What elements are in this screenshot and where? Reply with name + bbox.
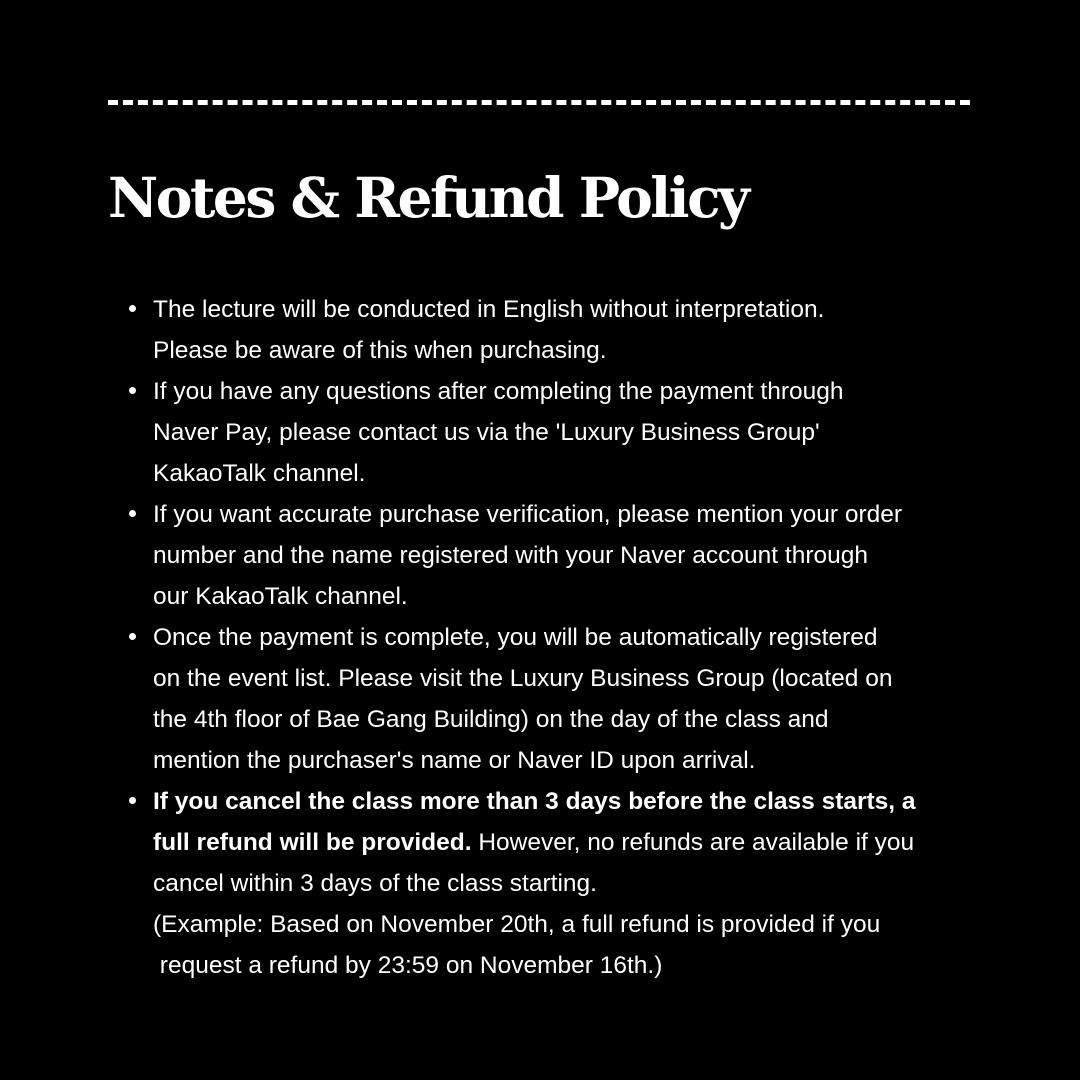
note-line: Naver Pay, please contact us via the 'Luxury Business Group' [153, 419, 820, 446]
note-refund-policy [153, 781, 1003, 986]
note-language [153, 289, 1003, 371]
note-line [153, 822, 1003, 863]
note-line: number and the name registered with your Naver account through [153, 542, 868, 569]
refund-example-line: (Example: Based on November 20th, a full refund is provided if you [153, 911, 881, 938]
note-line: our KakaoTalk channel. [153, 583, 408, 610]
dashed-divider [108, 100, 970, 105]
bullet-icon [129, 387, 136, 394]
note-line: The lecture will be conducted in English without interpretation. [153, 296, 825, 323]
bullet-icon [129, 305, 136, 312]
refund-bold-line: If you cancel the class more than 3 days before the class starts, a [153, 788, 916, 815]
note-line: Once the payment is complete, you will be automatically registered [153, 624, 878, 651]
note-line: KakaoTalk channel. [153, 460, 366, 487]
refund-regular-text: However, no refunds are available if you [471, 829, 915, 856]
note-questions [153, 371, 1003, 494]
note-line: Please be aware of this when purchasing. [153, 337, 607, 364]
note-line: mention the purchaser's name or Naver ID upon arrival. [153, 747, 756, 774]
bullet-icon [129, 510, 136, 517]
bullet-icon [129, 797, 136, 804]
note-line: If you have any questions after completing the payment through [153, 378, 844, 405]
notes-list [126, 289, 1003, 986]
note-registration [153, 617, 1003, 781]
note-line: If you want accurate purchase verification, please mention your order [153, 501, 903, 528]
note-purchase-verification [153, 494, 1003, 617]
bullet-icon [129, 633, 136, 640]
note-line: the 4th floor of Bae Gang Building) on the day of the class and [153, 706, 829, 733]
refund-bold-text: full refund will be provided. [153, 829, 472, 856]
page-title: Notes & Refund Policy [108, 165, 748, 230]
refund-example-line: request a refund by 23:59 on November 16th.) [153, 952, 663, 979]
note-line: on the event list. Please visit the Luxury Business Group (located on [153, 665, 893, 692]
note-line: cancel within 3 days of the class starting. [153, 870, 597, 897]
